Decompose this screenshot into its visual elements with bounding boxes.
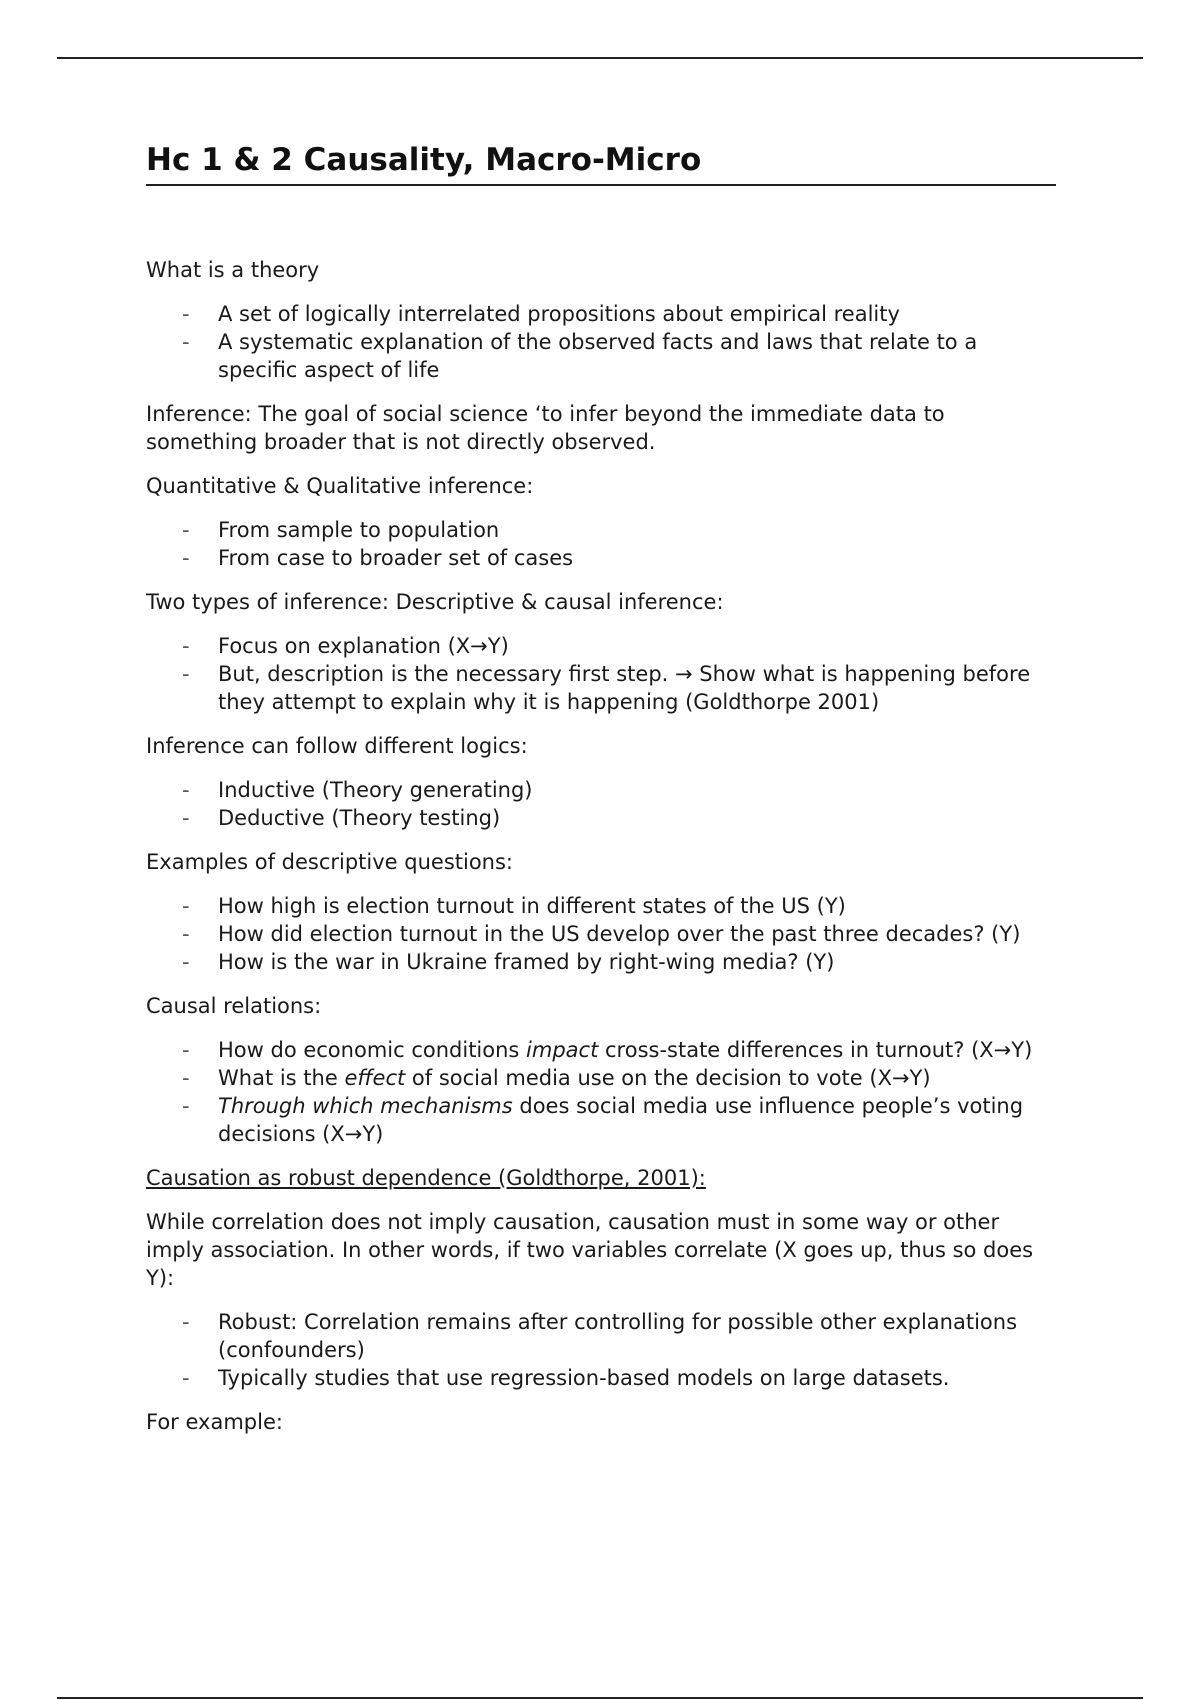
list-item: - Inductive (Theory generating) (182, 778, 533, 802)
bullet-list (146, 516, 1056, 572)
bullet-dash: - (182, 330, 190, 354)
list-item: - A systematic explanation of the observed facts and laws that relate to a specific aspect of life (182, 330, 978, 382)
list-item: - Focus on explanation (X→Y) (182, 634, 509, 658)
bullet-dash: - (182, 1094, 190, 1118)
bullet-dash: - (182, 518, 190, 542)
bullet-dash: - (182, 634, 190, 658)
list-item: - What is the effect of social media use on the decision to vote (X→Y) (182, 1066, 931, 1090)
list-item: - From case to broader set of cases (182, 546, 574, 570)
bullet-dash: - (182, 778, 190, 802)
emphasis: effect (344, 1066, 406, 1090)
page-title: Hc 1 & 2 Causality, Macro-Micro (146, 140, 1056, 186)
emphasis: Through which mechanisms (218, 1094, 513, 1118)
section-heading: Quantitative & Qualitative inference: (146, 474, 534, 498)
list-item: - Through which mechanisms does social media use influence people’s voting decisions (X→Y) (182, 1094, 1024, 1146)
bullet-dash: - (182, 1066, 190, 1090)
list-item: - Typically studies that use regression-based models on large datasets. (182, 1366, 950, 1390)
document-body (146, 256, 1056, 1436)
bullet-dash: - (182, 546, 190, 570)
bullet-dash: - (182, 302, 190, 326)
bullet-list (146, 632, 1056, 716)
section-heading: Examples of descriptive questions: (146, 850, 514, 874)
section-heading: Inference can follow different logics: (146, 734, 528, 758)
bullet-dash: - (182, 922, 190, 946)
page-top-rule (57, 57, 1143, 59)
bullet-dash: - (182, 806, 190, 830)
paragraph: Inference: The goal of social science ‘to infer beyond the immediate data to something broader that is not directly observed. (146, 402, 945, 454)
list-item: - How high is election turnout in different states of the US (Y) (182, 894, 846, 918)
bullet-dash: - (182, 1366, 190, 1390)
emphasis: impact (526, 1038, 599, 1062)
list-item: - How is the war in Ukraine framed by right-wing media? (Y) (182, 950, 835, 974)
bullet-dash: - (182, 950, 190, 974)
bullet-list (146, 892, 1056, 976)
list-item: - How did election turnout in the US develop over the past three decades? (Y) (182, 922, 1021, 946)
page-bottom-rule (57, 1697, 1143, 1699)
document-content (146, 140, 1056, 1452)
section-heading: Causal relations: (146, 994, 322, 1018)
list-item: - How do economic conditions impact cross-state differences in turnout? (X→Y) (182, 1038, 1033, 1062)
section-heading: Two types of inference: Descriptive & causal inference: (146, 590, 724, 614)
bullet-dash: - (182, 662, 190, 686)
section-heading-underlined: Causation as robust dependence (Goldthorpe, 2001): (146, 1166, 706, 1190)
section-heading: What is a theory (146, 258, 320, 282)
bullet-dash: - (182, 1310, 190, 1334)
list-item: - From sample to population (182, 518, 500, 542)
bullet-list (146, 776, 1056, 832)
bullet-list (146, 300, 1056, 384)
list-item: - Deductive (Theory testing) (182, 806, 501, 830)
list-item: - Robust: Correlation remains after controlling for possible other explanations (confounders) (182, 1310, 1018, 1362)
list-item: - A set of logically interrelated propositions about empirical reality (182, 302, 900, 326)
bullet-list (146, 1308, 1056, 1392)
paragraph: While correlation does not imply causation, causation must in some way or other imply association. In other words, if two variables correlate (X goes up, thus so does Y): (146, 1210, 1034, 1290)
bullet-list (146, 1036, 1056, 1148)
bullet-dash: - (182, 1038, 190, 1062)
bullet-dash: - (182, 894, 190, 918)
list-item: - But, description is the necessary first step. → Show what is happening before they attempt to explain why it is happening (Goldthorpe 2001) (182, 662, 1031, 714)
paragraph: For example: (146, 1410, 283, 1434)
